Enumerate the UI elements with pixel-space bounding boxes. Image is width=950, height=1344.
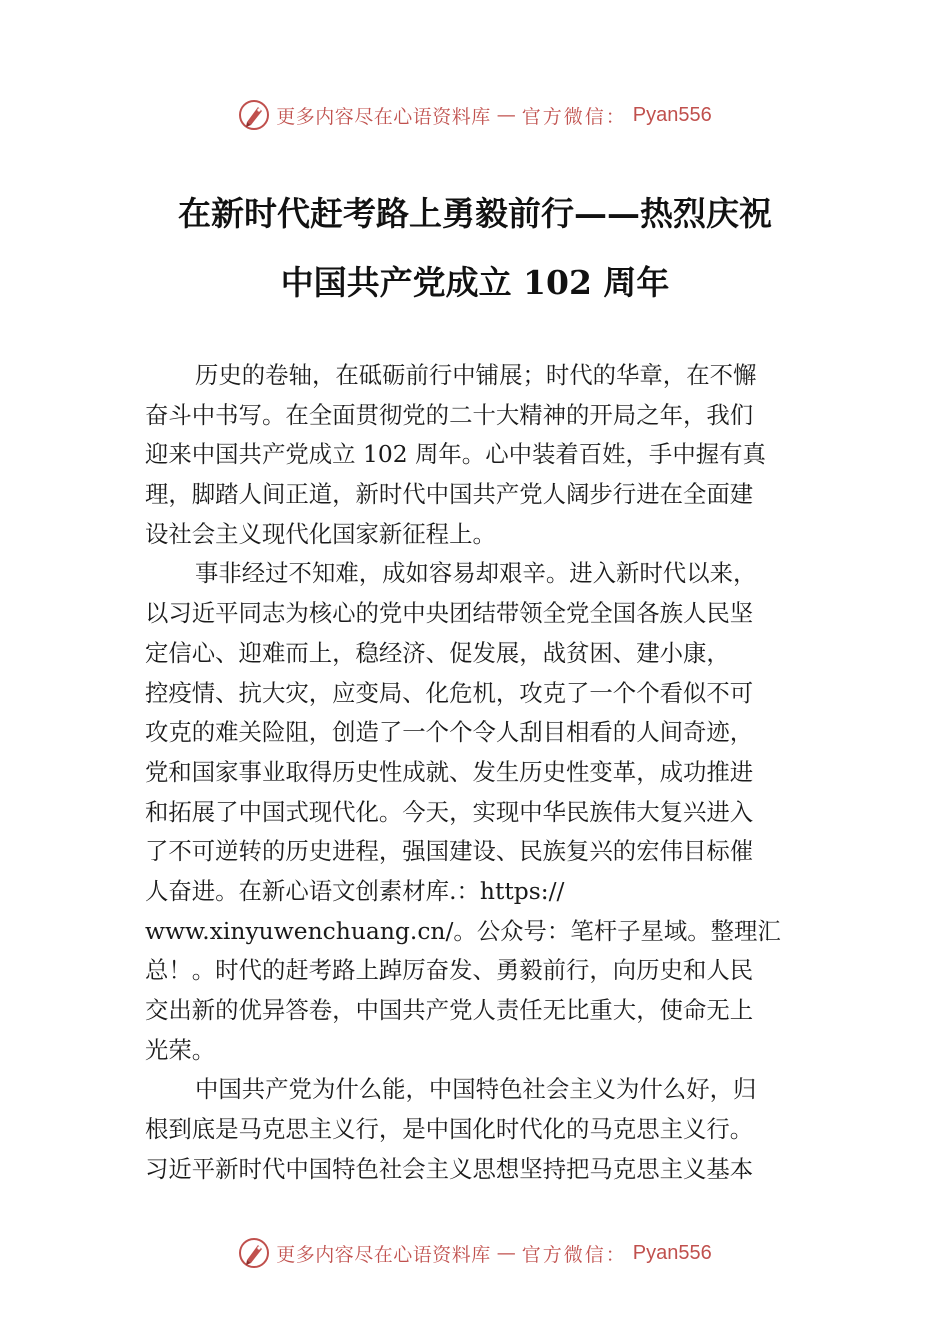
banner-separator: —	[496, 1242, 516, 1264]
body-line: 了不可逆转的历史进程，强国建设、民族复兴的宏伟目标催	[145, 837, 754, 866]
body-line: 定信心、迎难而上，稳经济、促发展，战贫困、建小康，	[145, 638, 730, 667]
footer-banner	[0, 1233, 950, 1273]
body-line: 以习近平同志为核心的党中央团结带领全党全国各族人民坚	[145, 599, 754, 628]
body-line: 根到底是马克思主义行，是中国化时代化的马克思主义行。	[145, 1115, 754, 1144]
body-line: 理，脚踏人间正道，新时代中国共产党人阔步行进在全面建	[145, 480, 754, 509]
body-line: 和拓展了中国式现代化。今天，实现中华民族伟大复兴进入	[145, 797, 754, 826]
header-banner	[0, 95, 950, 135]
body-line: 党和国家事业取得历史性成就、发生历史性变革，成功推进	[145, 757, 754, 786]
body-line: 中国共产党为什么能，中国特色社会主义为什么好，归	[195, 1075, 757, 1104]
pen-nib-logo-icon	[238, 1237, 270, 1269]
banner-text: 更多内容尽在心语资料库	[276, 105, 491, 128]
body-line: 奋斗中书写。在全面贯彻党的二十大精神的开局之年，我们	[145, 400, 754, 429]
banner-contact-value: Pyan556	[632, 1241, 712, 1264]
document-body	[145, 356, 810, 1189]
body-line: 历史的卷轴，在砥砺前行中铺展；时代的华章，在不懈	[195, 361, 757, 389]
body-line-link[interactable]: www.xinyuwenchuang.cn/。公众号：笔杆子星域。整理汇	[145, 916, 781, 945]
document-title-line-1: 在新时代赶考路上勇毅前行——热烈庆祝	[178, 194, 772, 233]
body-line: 光荣。	[145, 1035, 216, 1064]
body-line: 控疫情、抗大灾，应变局、化危机，攻克了一个个看似不可	[145, 678, 754, 707]
document-title-line-2: 中国共产党成立 102 周年	[280, 263, 670, 302]
body-line: 攻克的难关险阻，创造了一个个令人刮目相看的人间奇迹，	[145, 718, 754, 747]
body-line: 事非经过不知难，成如容易却艰辛。进入新时代以来，	[195, 559, 757, 588]
banner-contact-label: 官方微信：	[521, 1243, 627, 1266]
body-line-link[interactable]: 人奋进。在新心语文创素材库.：https://	[145, 876, 565, 905]
body-line: 总！。时代的赶考路上踔厉奋发、勇毅前行，向历史和人民	[145, 956, 754, 985]
body-line: 迎来中国共产党成立 102 周年。心中装着百姓，手中握有真	[145, 440, 766, 469]
banner-contact-label: 官方微信：	[521, 105, 627, 128]
banner-contact-value: Pyan556	[632, 103, 712, 126]
banner-text: 更多内容尽在心语资料库	[276, 1243, 491, 1266]
pen-nib-logo-icon	[238, 99, 270, 131]
body-line: 设社会主义现代化国家新征程上。	[145, 519, 496, 548]
body-line: 习近平新时代中国特色社会主义思想坚持把马克思主义基本	[145, 1154, 754, 1183]
banner-separator: —	[496, 104, 516, 126]
body-line: 交出新的优异答卷，中国共产党人责任无比重大，使命无上	[145, 996, 754, 1024]
